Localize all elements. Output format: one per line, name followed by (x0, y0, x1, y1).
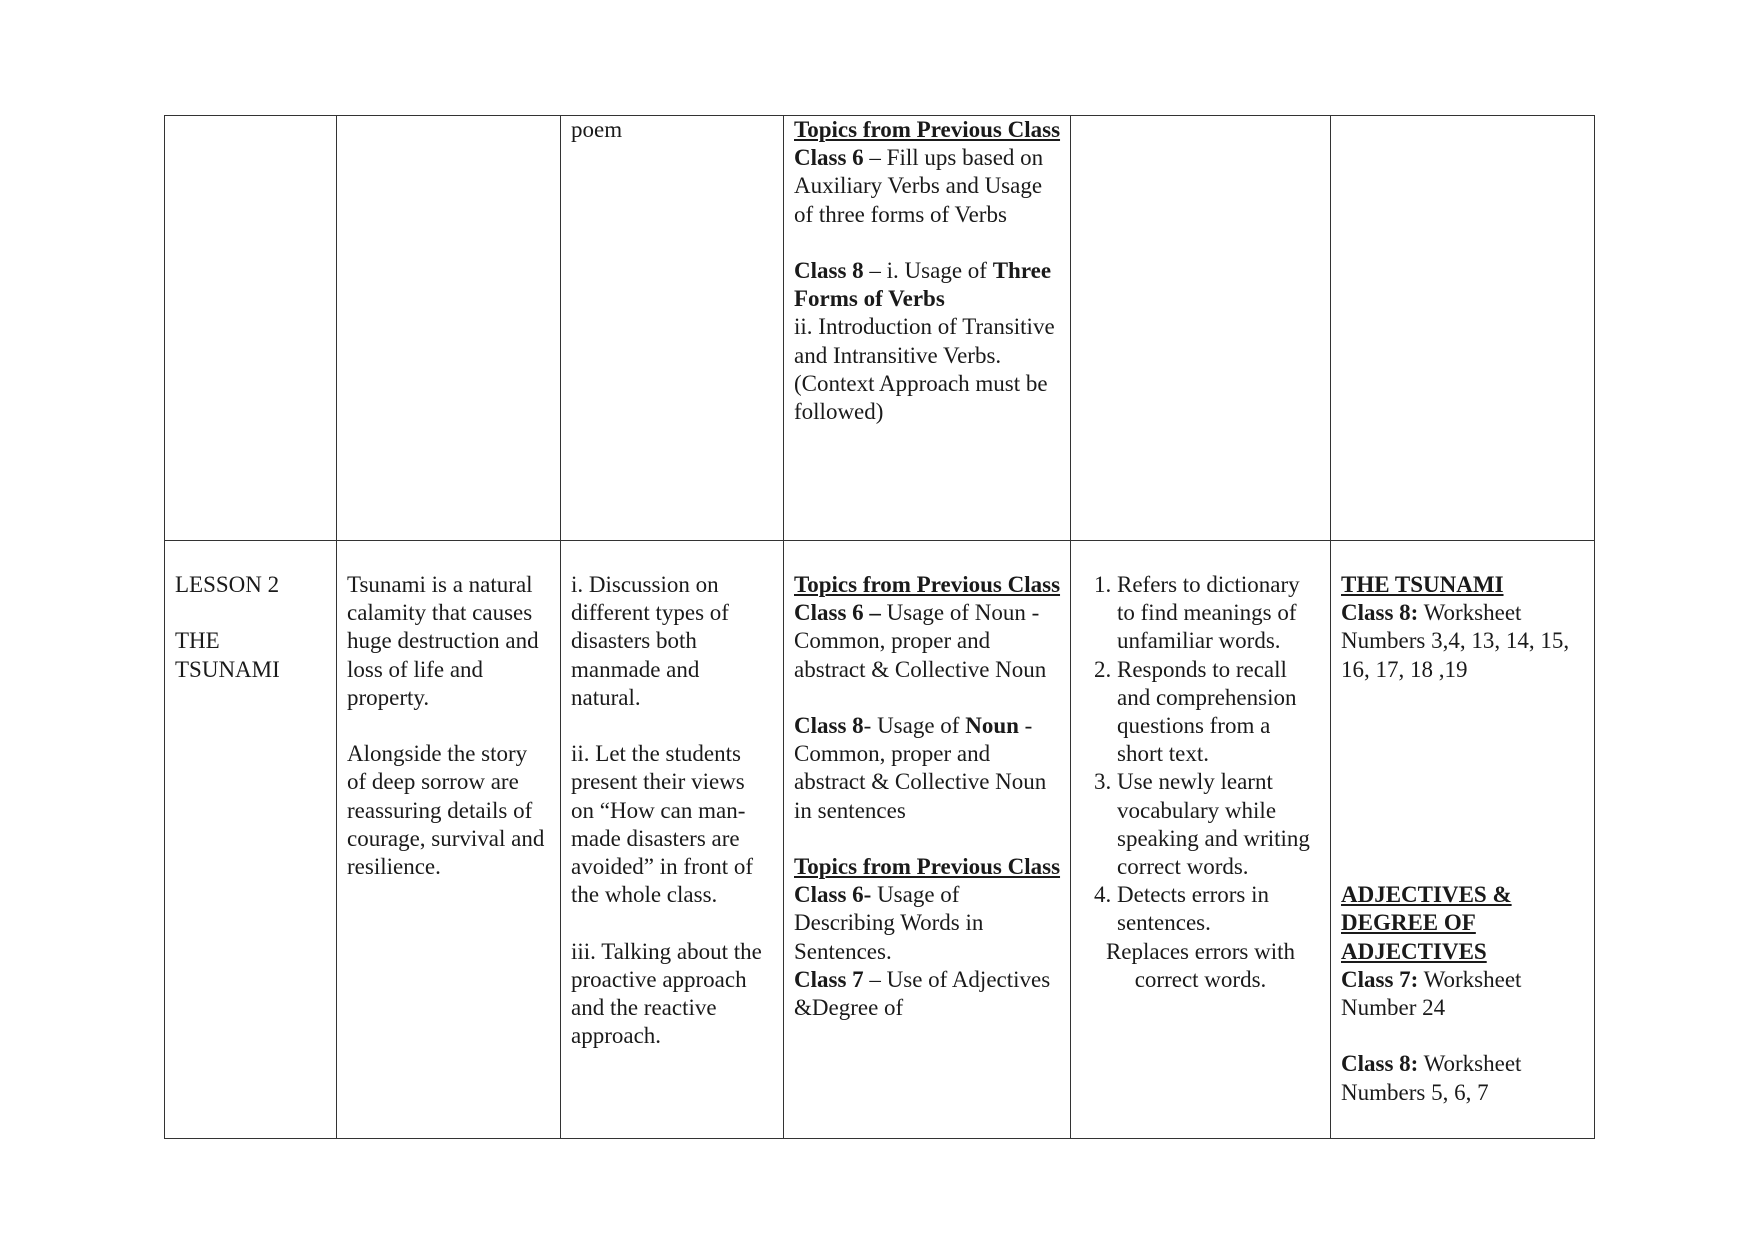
worksheet-heading: THE TSUNAMI (1341, 572, 1504, 597)
activity-cell (561, 116, 784, 541)
grammar-class8: Class 8 – i. Usage of Three Forms of Verbs (794, 258, 1052, 312)
grammar-heading: Topics from Previous Class (794, 572, 1061, 597)
grammar-class6: Class 6 – Usage of Noun - Common, proper and abstract & Collective Noun (794, 600, 1047, 682)
activity-item: iii. Talking about the proactive approach and the reactive approach. (571, 938, 762, 1049)
outcomes-list (1081, 571, 1320, 938)
worksheet-heading: ADJECTIVES & DEGREE OF ADJECTIVES (1341, 882, 1512, 964)
grammar-cell (784, 541, 1071, 1139)
grammar-heading: Topics from Previous Class (794, 854, 1061, 879)
worksheet-class8: Class 8: Worksheet Numbers 3,4, 13, 14, 15, 16, 17, 18 ,19 (1341, 600, 1570, 682)
grammar-class7: Class 7 – Use of Adjectives &Degree of (794, 966, 1051, 1021)
worksheets-cell (1331, 541, 1595, 1139)
grammar-class8-line2: ii. Introduction of Transitive and Intransitive Verbs. (794, 314, 1055, 368)
worksheet-class8b: Class 8: Worksheet Numbers 5, 6, 7 (1341, 1051, 1522, 1105)
table-row (165, 541, 1595, 1139)
outcome-note: Replaces errors with correct words. (1105, 938, 1296, 992)
activity-item: ii. Let the students present their views on “How can man-made disasters are avoided” in front of the whole class. (571, 741, 754, 908)
content-paragraph-2: Alongside the story of deep sorrow are reassuring details of courage, survival and resilience. (347, 741, 545, 880)
grammar-class8-line3: (Context Approach must be followed) (794, 370, 1048, 425)
outcomes-cell (1071, 541, 1331, 1139)
lesson-number: LESSON 2 (175, 572, 280, 597)
lesson-plan-table (164, 115, 1595, 1139)
table-row (165, 116, 1595, 541)
content-paragraph-1: Tsunami is a natural calamity that causes huge destruction and loss of life and property. (347, 572, 539, 710)
grammar-heading: Topics from Previous Class (794, 117, 1061, 142)
activity-text: poem (571, 117, 623, 142)
worksheet-class7: Class 7: Worksheet Number 24 (1341, 966, 1522, 1020)
list-item: 1. Refers to dictionary to find meanings of unfamiliar words. (1117, 571, 1320, 656)
worksheets-cell (1331, 116, 1595, 541)
list-item: 4. Detects errors in sentences. (1117, 881, 1320, 937)
lesson-cell (165, 116, 337, 541)
activity-cell (561, 541, 784, 1139)
list-item: 3. Use newly learnt vocabulary while speaking and writing correct words. (1117, 768, 1320, 881)
grammar-cell (784, 116, 1071, 541)
content-cell (337, 541, 561, 1139)
outcomes-cell (1071, 116, 1331, 541)
list-item: 2. Responds to recall and comprehension questions from a short text. (1117, 656, 1320, 769)
activity-item: i. Discussion on different types of disasters both manmade and natural. (571, 572, 729, 710)
grammar-class6b: Class 6- Usage of Describing Words in Sentences. (794, 882, 984, 964)
lesson-cell (165, 541, 337, 1139)
grammar-class8: Class 8- Usage of Noun - Common, proper and abstract & Collective Noun in sentences (794, 713, 1047, 823)
lesson-title: THE TSUNAMI (175, 628, 280, 682)
content-cell (337, 116, 561, 541)
grammar-class6: Class 6 – Fill ups based on Auxiliary Verbs and Usage of three forms of Verbs (794, 145, 1044, 227)
